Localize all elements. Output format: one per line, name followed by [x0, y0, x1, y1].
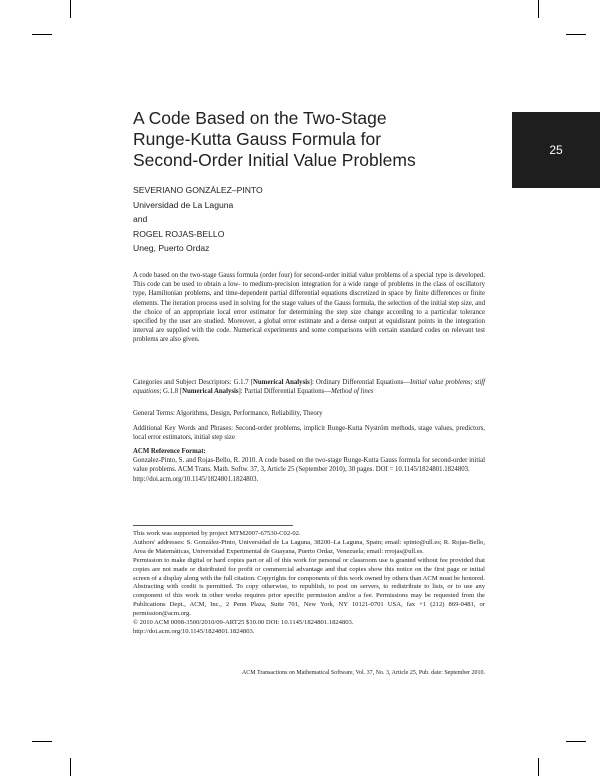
crop-mark-top-right — [538, 0, 539, 18]
crop-mark-right-lower — [566, 741, 586, 742]
title-line-3: Second-Order Initial Value Problems — [133, 150, 416, 170]
categories-italic-2: Method of lines — [331, 388, 374, 396]
acm-reference-text: Gonzalez-Pinto, S. and Rojas-Bello, R. 2010. A code based on the two-stage Runge-Kutta Gauss formula for second-order initial value problems. ACM Trans. Math. Softw. 37, 3, Article 25 (September 2010), 30 pages. DOI = 10.1145/1824801.1824803. — [133, 457, 485, 474]
abstract: A code based on the two-stage Gauss formula (order four) for second-order initial value problems of a special type is developed. This code can be used to obtain a low- to medium-precision integration for a wide range of problems in the class of oscillatory type, Hamiltonian problems, and time-dependent partial differential equations discretized in space by finite differences or finite elements. The iteration process used in solving for the stage values of the Gauss formula, the selection of the initial step size, and the choice of an appropriate local error estimator for determining the step size change according to a particular tolerance specified by the user are studied. Moreover, a global error estimate and a dense output at equidistant points in the integration interval are supplied with the code. Numerical experiments and some comparisons with certain standard codes on relevant test problems are also given. — [133, 272, 485, 344]
general-terms: General Terms: Algorithms, Design, Performance, Reliability, Theory — [133, 410, 323, 417]
categories-text-2: ; G.1.8 [ — [159, 388, 183, 396]
paper-title — [133, 108, 493, 171]
journal-footer: ACM Transactions on Mathematical Software, Vol. 37, No. 3, Article 25, Pub. date: September 2010. — [241, 670, 485, 676]
author-1: SEVERIANO GONZÁLEZ–PINTO — [133, 185, 263, 195]
title-line-2: Runge-Kutta Gauss Formula for — [133, 129, 382, 149]
affiliation-1: Universidad de La Laguna — [133, 199, 234, 210]
author-block — [133, 183, 473, 256]
article-number: 25 — [549, 143, 563, 157]
author-conjunction: and — [133, 214, 148, 225]
author-addresses: Authors' addresses: S. González-Pinto, Universidad de La Laguna, 38200–La Laguna, Spain; email: spinto@ull.es; R. Rojas-Bello, Area de Matemáticas, Universidad Experimental de Guayana, Puerto Ordaz, Venezuela; email: rrrojas@ull.es. — [133, 538, 485, 555]
categories — [133, 378, 485, 396]
acm-reference-url[interactable]: http://doi.acm.org/10.1145/1824801.1824803. — [133, 475, 259, 483]
crop-mark-bottom-right — [538, 758, 539, 776]
funding-note: This work was supported by project MTM2007-67530-C02-02. — [133, 530, 301, 537]
keywords: Additional Key Words and Phrases: Second-order problems, implicit Runge-Kutta Nyström methods, stage values, predictors, local error estimators, initial step size — [133, 425, 485, 442]
crop-mark-right-upper — [566, 34, 586, 35]
acm-reference-heading — [133, 447, 485, 456]
permission-notice: Permission to make digital or hard copies part or all of this work for personal or classroom use is granted without fee provided that copies are not made or distributed for profit or commercial advantage and that copies show this notice on the first page or initial screen of a display along with the full citation. Copyrights for components of this work owned by others than ACM must be honored. Abstracting with credit is permitted. To copy otherwise, to republish, to post on servers, to redistribute to lists, or to use any component of this work in other works requires prior specific permission and/or a fee. Permissions may be requested from the Publications Dept., ACM, Inc., 2 Penn Plaza, Suite 701, New York, NY 10121-0701 USA, fax +1 (212) 869-0481, or permission@acm.org. — [133, 556, 485, 618]
categories-bold-2: Numerical Analysis — [182, 388, 239, 396]
crop-mark-left-upper — [32, 34, 52, 35]
title-line-1: A Code Based on the Two-Stage — [133, 108, 387, 128]
categories-label: Categories and Subject Descriptors: G.1.7 [ — [133, 379, 253, 386]
categories-text-1: ]: Ordinary Differential Equations— — [309, 379, 411, 386]
footnote-rule — [133, 525, 293, 526]
footnotes — [133, 530, 485, 637]
affiliation-2: Uneg, Puerto Ordaz — [133, 243, 210, 254]
categories-italic-1: Initial value problems; stiff equations — [133, 379, 485, 396]
acm-reference — [133, 447, 485, 484]
categories-text-3: ]: Partial Differential Equations— — [238, 388, 332, 396]
copyright-line: © 2010 ACM 0098-3500/2010/09-ART25 $10.00 DOI: 10.1145/1824801.1824803. — [133, 619, 354, 627]
acm-reference-heading-text: ACM Reference Format: — [133, 448, 206, 455]
crop-mark-left-lower — [32, 741, 52, 742]
author-2: ROGEL ROJAS-BELLO — [133, 228, 225, 239]
doi-url[interactable]: http://doi.acm.org/10.1145/1824801.1824803. — [133, 627, 255, 635]
categories-bold-1: Numerical Analysis — [252, 379, 310, 386]
crop-mark-top-left — [70, 0, 71, 18]
crop-mark-bottom-left — [70, 758, 71, 776]
article-number-tab — [512, 112, 600, 188]
